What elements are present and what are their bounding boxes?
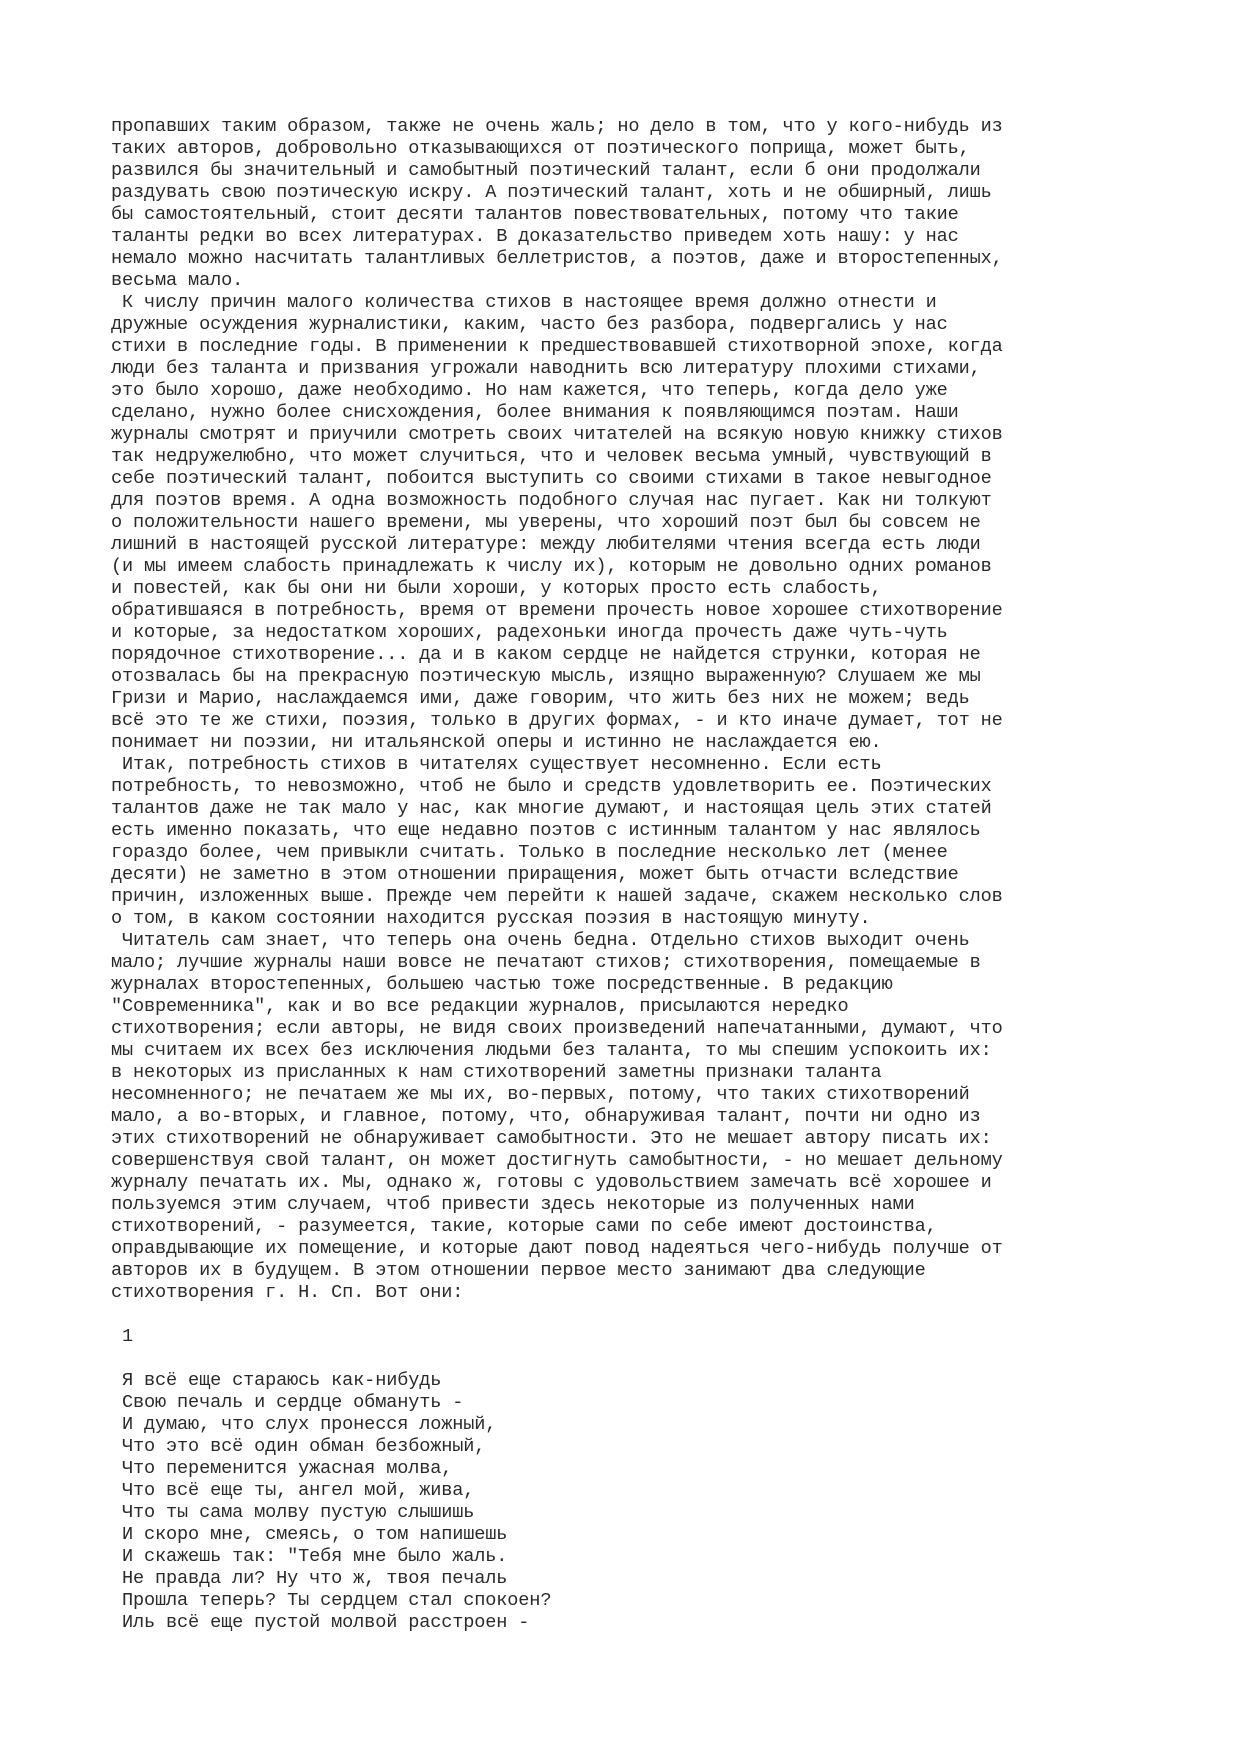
- poem-line: Что всё еще ты, ангел мой, жива,: [111, 1480, 475, 1501]
- text-line: мало; лучшие журналы наши вовсе не печатают стихов; стихотворения, помещаемые в: [111, 952, 981, 973]
- text-line: раздувать свою поэтическую искру. А поэтический талант, хоть и не обширный, лишь: [111, 182, 992, 203]
- text-line: лишний в настоящей русской литературе: между любителями чтения всегда есть люди: [111, 534, 981, 555]
- poem-number: 1: [111, 1326, 134, 1347]
- blank-line: [111, 1348, 1211, 1370]
- text-line: Итак, потребность стихов в читателях существует несомненно. Если есть: [111, 754, 882, 775]
- poem-line: Иль всё еще пустой молвой расстроен -: [111, 1612, 530, 1633]
- text-line: так недружелюбно, что может случиться, что и человек весьма умный, чувствующий в: [111, 446, 992, 467]
- text-line: дружные осуждения журналистики, каким, часто без разбора, подвергались у нас: [111, 314, 948, 335]
- text-line: стихотворения; если авторы, не видя своих произведений напечатанными, думают, что: [111, 1018, 1003, 1039]
- text-line: себе поэтический талант, побоится выступить со своими стихами в такое невыгодное: [111, 468, 992, 489]
- poem-line: Свою печаль и сердце обмануть -: [111, 1392, 464, 1413]
- text-line: в некоторых из присланных к нам стихотворений заметны признаки таланта: [111, 1062, 882, 1083]
- text-line: журналу печатать их. Мы, однако ж, готовы с удовольствием замечать всё хорошее и: [111, 1172, 992, 1193]
- text-line: и повестей, как бы они ни были хороши, у которых просто есть слабость,: [111, 578, 882, 599]
- text-line: порядочное стихотворение... да и в каком сердце не найдется струнки, которая не: [111, 644, 981, 665]
- text-line: талантов даже не так мало у нас, как многие думают, и настоящая цель этих статей: [111, 798, 992, 819]
- poem-line: Не правда ли? Ну что ж, твоя печаль: [111, 1568, 508, 1589]
- text-line: о положительности нашего времени, мы уверены, что хороший поэт был бы совсем не: [111, 512, 981, 533]
- text-line: мало, а во-вторых, и главное, потому, что, обнаруживая талант, почти ни одно из: [111, 1106, 981, 1127]
- text-line: авторов их в будущем. В этом отношении первое место занимают два следующие: [111, 1260, 926, 1281]
- text-line: это было хорошо, даже необходимо. Но нам кажется, что теперь, когда дело уже: [111, 380, 948, 401]
- text-line: стихотворений, - разумеется, такие, которые сами по себе имеют достоинства,: [111, 1216, 937, 1237]
- text-line: журналы смотрят и приучили смотреть своих читателей на всякую новую книжку стихов: [111, 424, 1003, 445]
- text-line: "Современника", как и во все редакции журналов, присылаются нередко: [111, 996, 849, 1017]
- poem-line: Я всё еще стараюсь как-нибудь: [111, 1370, 442, 1391]
- text-line: Читатель сам знает, что теперь она очень бедна. Отдельно стихов выходит очень: [111, 930, 970, 951]
- text-line: десяти) не заметно в этом отношении приращения, может быть отчасти вследствие: [111, 864, 959, 885]
- text-line: пропавших таким образом, также не очень жаль; но дело в том, что у кого-нибудь из: [111, 116, 1003, 137]
- text-line: стихи в последние годы. В применении к предшествовавшей стихотворной эпохе, когда: [111, 336, 1003, 357]
- poem-line: Что это всё один обман безбожный,: [111, 1436, 486, 1457]
- text-line: (и мы имеем слабость принадлежать к числу их), которым не довольно одних романов: [111, 556, 992, 577]
- text-line: и которые, за недостатком хороших, радехоньки иногда прочесть даже чуть-чуть: [111, 622, 948, 643]
- text-line: причин, изложенных выше. Прежде чем перейти к нашей задаче, скажем несколько слов: [111, 886, 1003, 907]
- text-line: всё это те же стихи, поэзия, только в других формах, - и кто иначе думает, тот не: [111, 710, 1003, 731]
- text-line: журналах второстепенных, большею частью тоже посредственные. В редакцию: [111, 974, 893, 995]
- text-line: обратившаяся в потребность, время от времени прочесть новое хорошее стихотворение: [111, 600, 1003, 621]
- poem-line: И скоро мне, смеясь, о том напишешь: [111, 1524, 508, 1545]
- text-line: развился бы значительный и самобытный поэтический талант, если б они продолжали: [111, 160, 981, 181]
- poem-line: И скажешь так: "Тебя мне было жаль.: [111, 1546, 508, 1567]
- text-line: совершенствуя свой талант, он может достигнуть самобытности, - но мешает дельному: [111, 1150, 1003, 1171]
- text-line: Гризи и Марио, наслаждаемся ими, даже говорим, что жить без них не можем; ведь: [111, 688, 970, 709]
- text-line: таланты редки во всех литературах. В доказательство приведем хоть нашу: у нас: [111, 226, 959, 247]
- text-line: потребность, то невозможно, чтоб не было и средств удовлетворить ее. Поэтических: [111, 776, 992, 797]
- text-line: стихотворения г. Н. Сп. Вот они:: [111, 1282, 464, 1303]
- text-line: отозвалась бы на прекрасную поэтическую мысль, изящно выраженную? Слушаем же мы: [111, 666, 981, 687]
- text-line: этих стихотворений не обнаруживает самобытности. Это не мешает автору писать их:: [111, 1128, 992, 1149]
- poem-line: Что переменится ужасная молва,: [111, 1458, 453, 1479]
- poem-section: [111, 1370, 1211, 1634]
- text-line: о том, в каком состоянии находится русская поэзия в настоящую минуту.: [111, 908, 871, 929]
- text-line: для поэтов время. А одна возможность подобного случая нас пугает. Как ни толкуют: [111, 490, 992, 511]
- text-line: понимает ни поэзии, ни итальянской оперы и истинно не наслаждается ею.: [111, 732, 882, 753]
- text-line: весьма мало.: [111, 270, 244, 291]
- text-line: К числу причин малого количества стихов в настоящее время должно отнести и: [111, 292, 937, 313]
- text-line: таких авторов, добровольно отказывающихся от поэтического поприща, может быть,: [111, 138, 970, 159]
- text-line: люди без таланта и призвания угрожали наводнить всю литературу плохими стихами,: [111, 358, 981, 379]
- document-page: [111, 116, 1211, 1634]
- blank-line: [111, 1304, 1211, 1326]
- text-line: бы самостоятельный, стоит десяти талантов повествовательных, потому что такие: [111, 204, 959, 225]
- text-line: оправдывающие их помещение, и которые дают повод надеяться чего-нибудь получше от: [111, 1238, 1003, 1259]
- text-line: немало можно насчитать талантливых беллетристов, а поэтов, даже и второстепенных,: [111, 248, 1003, 269]
- text-line: сделано, нужно более снисхождения, более внимания к появляющимся поэтам. Наши: [111, 402, 959, 423]
- text-line: пользуемся этим случаем, чтоб привести здесь некоторые из полученных нами: [111, 1194, 915, 1215]
- text-line: мы считаем их всех без исключения людьми без таланта, то мы спешим успокоить их:: [111, 1040, 992, 1061]
- text-line: есть именно показать, что еще недавно поэтов с истинным талантом у нас являлось: [111, 820, 981, 841]
- poem-line: Что ты сама молву пустую слышишь: [111, 1502, 475, 1523]
- text-line: гораздо более, чем привыкли считать. Только в последние несколько лет (менее: [111, 842, 948, 863]
- poem-line: И думаю, что слух пронесся ложный,: [111, 1414, 497, 1435]
- prose-section: [111, 116, 1211, 1304]
- poem-line: Прошла теперь? Ты сердцем стал спокоен?: [111, 1590, 552, 1611]
- text-line: несомненного; не печатаем же мы их, во-первых, потому, что таких стихотворений: [111, 1084, 970, 1105]
